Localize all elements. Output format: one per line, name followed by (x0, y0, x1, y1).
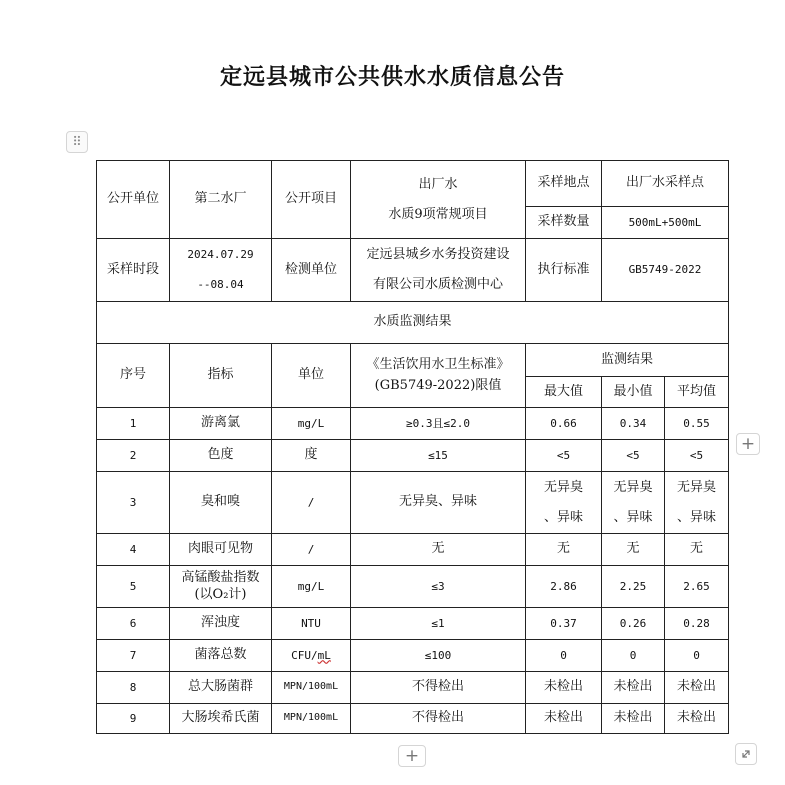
testing-unit-label: 检测单位 (272, 239, 351, 302)
sampling-location-label: 采样地点 (526, 161, 602, 207)
cell-max: 0 (526, 640, 602, 672)
sampling-quantity-label: 采样数量 (526, 207, 602, 239)
cell-max: 无 (526, 534, 602, 566)
cell-no: 2 (97, 440, 170, 472)
drag-handle-icon[interactable]: ⠿ (66, 131, 88, 153)
public-item-label: 公开项目 (272, 161, 351, 239)
table-row (97, 440, 729, 472)
cell-indicator: 臭和嗅 (170, 472, 272, 534)
cell-no: 4 (97, 534, 170, 566)
cell-indicator: 总大肠菌群 (170, 672, 272, 704)
cell-no: 9 (97, 704, 170, 734)
cell-no: 1 (97, 408, 170, 440)
table-row (97, 472, 729, 534)
cell-min: <5 (602, 440, 665, 472)
cell-max: 0.37 (526, 608, 602, 640)
cell-min: 未检出 (602, 704, 665, 734)
cell-unit: NTU (272, 608, 351, 640)
sampling-period-label: 采样时段 (97, 239, 170, 302)
cell-indicator: 菌落总数 (170, 640, 272, 672)
cell-indicator: 游离氯 (170, 408, 272, 440)
table-row (97, 534, 729, 566)
testing-unit-value (351, 239, 526, 302)
cell-max-line1: 无异臭 (543, 479, 583, 495)
table-row (97, 672, 729, 704)
standard-value: GB5749-2022 (602, 239, 729, 302)
cell-avg: 2.65 (665, 566, 729, 608)
info-row-3 (97, 239, 729, 302)
standard-label: 执行标准 (526, 239, 602, 302)
cell-unit: mg/L (272, 566, 351, 608)
header-no: 序号 (97, 344, 170, 408)
cell-indicator: 浑浊度 (170, 608, 272, 640)
header-avg: 平均值 (665, 377, 729, 408)
cell-limit: 无 (351, 534, 526, 566)
public-item-line2: 水质9项常规项目 (388, 206, 488, 222)
cell-min: 0 (602, 640, 665, 672)
cell-limit: 不得检出 (351, 672, 526, 704)
cell-min: 2.25 (602, 566, 665, 608)
header-limit-line2: (GB5749-2022)限值 (374, 377, 502, 393)
cell-min: 0.26 (602, 608, 665, 640)
cell-unit: / (272, 472, 351, 534)
public-item-value (351, 161, 526, 239)
header-limit-line1: 《生活饮用水卫生标准》 (366, 357, 510, 373)
cell-avg: 0 (665, 640, 729, 672)
public-unit-value: 第二水厂 (170, 161, 272, 239)
cell-limit: ≤100 (351, 640, 526, 672)
header-limit (351, 344, 526, 408)
table-row (97, 566, 729, 608)
cell-avg-line2: 、异味 (676, 509, 716, 525)
cell-indicator-line1: 高锰酸盐指数 (181, 569, 260, 585)
cell-max: <5 (526, 440, 602, 472)
cell-indicator: 色度 (170, 440, 272, 472)
public-unit-label: 公开单位 (97, 161, 170, 239)
sampling-period-value (170, 239, 272, 302)
cell-limit: 无异臭、异味 (351, 472, 526, 534)
cell-unit (272, 640, 351, 672)
cell-unit: mg/L (272, 408, 351, 440)
cell-no: 5 (97, 566, 170, 608)
cell-indicator (170, 566, 272, 608)
cell-unit-b: mL (317, 648, 331, 662)
results-title-row (97, 302, 729, 344)
cell-unit: / (272, 534, 351, 566)
cell-no: 6 (97, 608, 170, 640)
cell-max (526, 472, 602, 534)
cell-limit: 不得检出 (351, 704, 526, 734)
testing-unit-line2: 有限公司水质检测中心 (372, 277, 503, 292)
cell-max: 未检出 (526, 704, 602, 734)
header-indicator: 指标 (170, 344, 272, 408)
cell-max: 未检出 (526, 672, 602, 704)
cell-min-line1: 无异臭 (613, 479, 653, 495)
resize-arrow-icon (736, 744, 756, 764)
testing-unit-line1: 定远县城乡水务投资建设 (366, 247, 510, 262)
sampling-location-value: 出厂水采样点 (602, 161, 729, 207)
water-quality-table (96, 160, 729, 734)
cell-avg: 0.55 (665, 408, 729, 440)
sampling-quantity-value: 500mL+500mL (602, 207, 729, 239)
resize-handle-icon[interactable] (735, 743, 757, 765)
cell-avg: 未检出 (665, 672, 729, 704)
cell-avg: 未检出 (665, 704, 729, 734)
cell-indicator: 大肠埃希氏菌 (170, 704, 272, 734)
cell-max: 2.86 (526, 566, 602, 608)
results-title: 水质监测结果 (97, 302, 729, 344)
cell-unit-a: CFU/ (291, 648, 318, 662)
table-row (97, 408, 729, 440)
cell-min: 无 (602, 534, 665, 566)
sampling-period-line2: --08.04 (197, 278, 244, 291)
header-max: 最大值 (526, 377, 602, 408)
add-row-button[interactable]: + (398, 745, 426, 767)
cell-avg: <5 (665, 440, 729, 472)
table-row (97, 608, 729, 640)
cell-no: 7 (97, 640, 170, 672)
cell-limit: ≤3 (351, 566, 526, 608)
cell-min (602, 472, 665, 534)
cell-unit: 度 (272, 440, 351, 472)
cell-limit: ≤1 (351, 608, 526, 640)
public-item-line1: 出厂水 (418, 176, 458, 192)
cell-avg (665, 472, 729, 534)
header-unit: 单位 (272, 344, 351, 408)
page-title: 定远县城市公共供水水质信息公告 (219, 64, 565, 90)
cell-max: 0.66 (526, 408, 602, 440)
cell-avg: 0.28 (665, 608, 729, 640)
cell-unit: MPN/100mL (272, 672, 351, 704)
cell-no: 3 (97, 472, 170, 534)
cell-avg: 无 (665, 534, 729, 566)
cell-min-line2: 、异味 (613, 509, 653, 525)
table-row (97, 640, 729, 672)
table-row (97, 704, 729, 734)
info-row-1 (97, 161, 729, 207)
cell-indicator-line2: (以O₂计) (194, 586, 247, 602)
cell-max-line2: 、异味 (543, 509, 583, 525)
header-row-1 (97, 344, 729, 377)
cell-avg-line1: 无异臭 (676, 479, 716, 495)
cell-min: 未检出 (602, 672, 665, 704)
cell-indicator: 肉眼可见物 (170, 534, 272, 566)
cell-min: 0.34 (602, 408, 665, 440)
cell-limit: ≥0.3且≤2.0 (351, 408, 526, 440)
header-monitoring: 监测结果 (526, 344, 729, 377)
add-column-button[interactable]: + (736, 433, 760, 455)
cell-unit: MPN/100mL (272, 704, 351, 734)
header-min: 最小值 (602, 377, 665, 408)
cell-no: 8 (97, 672, 170, 704)
sampling-period-line1: 2024.07.29 (187, 248, 254, 261)
cell-limit: ≤15 (351, 440, 526, 472)
